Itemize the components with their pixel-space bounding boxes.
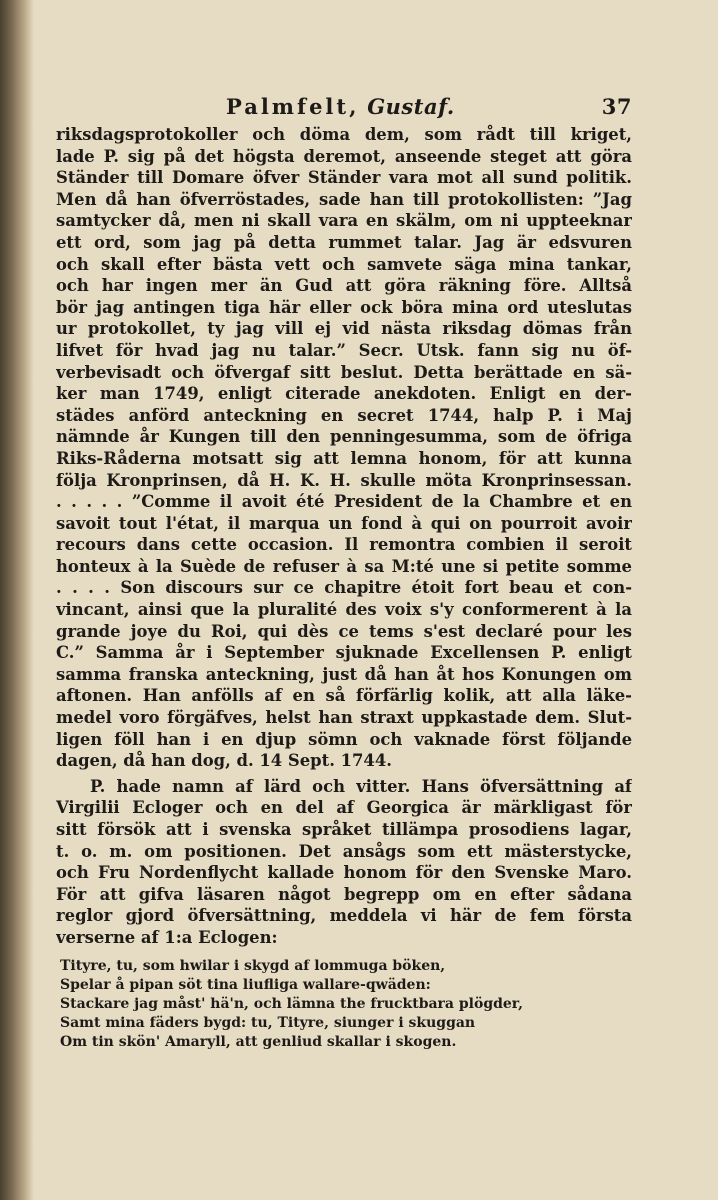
paragraph1-line: honteux à la Suède de refuser à sa M:té une si petite somme xyxy=(56,556,632,576)
paragraph1-line: ker man 1749, enligt citerade anekdoten. Enligt en der- xyxy=(56,384,632,404)
page-number: 37 xyxy=(601,94,632,119)
verse-line: Stackare jag måst' hä'n, och lämna the frucktbara plögder, xyxy=(60,995,524,1012)
book-page xyxy=(56,84,632,1052)
verse-line: Spelar å pipan söt tina liufliga wallare-qwäden: xyxy=(60,976,431,993)
paragraph1-line: följa Kronprinsen, då H. K. H. skulle möta Kronprinsessan. xyxy=(56,470,632,490)
paragraph2-line: t. o. m. om positionen. Det ansågs som ett mästerstycke, xyxy=(56,841,632,861)
paragraph1-line: samma franska anteckning, just då han åt hos Konungen om xyxy=(56,664,632,684)
paragraph1-line: lifvet för hvad jag nu talar.” Secr. Utsk. fann sig nu öf- xyxy=(56,340,632,360)
verse-line: Tityre, tu, som hwilar i skygd af lommuga böken, xyxy=(60,957,446,974)
paragraph1-line: . . . . Son discours sur ce chapitre étoit fort beau et con- xyxy=(56,578,632,598)
running-head-surname: Palmfelt, xyxy=(226,94,360,119)
paragraph1-line: ett ord, som jag på detta rummet talar. Jag är edsvuren xyxy=(56,232,632,252)
verse-line: Om tin skön' Amaryll, att genliud skallar i skogen. xyxy=(60,1033,457,1050)
paragraph1-line: grande joye du Roi, qui dès ce tems s'est declaré pour les xyxy=(56,621,632,641)
paragraph2-line: sitt försök att i svenska språket tillämpa prosodiens lagar, xyxy=(56,820,632,839)
paragraph2-line: verserne af 1:a Eclogen: xyxy=(56,927,278,947)
paragraph1-line: verbevisadt och öfvergaf sitt beslut. Detta berättade en sä- xyxy=(56,362,632,382)
book-binding-shadow xyxy=(0,0,34,1200)
paragraph1-line: Ständer till Domare öfver Ständer vara mot all sund politik. xyxy=(56,168,632,188)
paragraph1-line: riksdagsprotokoller och döma dem, som rådt till kriget, xyxy=(56,125,632,144)
page-header xyxy=(56,84,632,124)
paragraph1-line: nämnde år Kungen till den penningesumma, som de öfriga xyxy=(56,427,632,447)
running-head xyxy=(226,94,455,119)
paragraph1-line: savoit tout l'état, il marqua un fond à qui on pourroit avoir xyxy=(56,513,632,533)
paragraph2-line: För att gifva läsaren något begrepp om en efter sådana xyxy=(56,884,632,904)
paragraph1-line: C.” Samma år i September sjuknade Excellensen P. enligt xyxy=(56,643,632,663)
paragraph1-line: aftonen. Han anfölls af en så förfärlig kolik, att alla läke- xyxy=(56,686,632,706)
paragraph1-line: och skall efter bästa vett och samvete säga mina tankar, xyxy=(56,254,632,274)
paragraph2-line: Virgilii Ecloger och en del af Georgica är märkligast för xyxy=(56,798,632,818)
paragraph-2 xyxy=(56,776,632,949)
paragraph2-line: P. hade namn af lärd och vitter. Hans öfversättning af xyxy=(90,776,632,796)
paragraph1-line: bör jag antingen tiga här eller ock böra mina ord uteslutas xyxy=(56,297,632,317)
paragraph1-line: recours dans cette occasion. Il remontra combien il seroit xyxy=(56,535,632,555)
paragraph1-line: vincant, ainsi que la pluralité des voix s'y conformerent à la xyxy=(56,600,632,620)
paragraph2-line: och Fru Nordenflycht kallade honom för den Svenske Maro. xyxy=(56,863,632,883)
paragraph2-line: reglor gjord öfversättning, meddela vi här de fem första xyxy=(56,906,632,926)
running-head-given-name: Gustaf. xyxy=(367,94,455,119)
paragraph1-line: dagen, då han dog, d. 14 Sept. 1744. xyxy=(56,751,392,771)
paragraph1-line: Riks-Råderna motsatt sig att lemna honom, för att kunna xyxy=(56,448,632,468)
paragraph1-line: ur protokollet, ty jag vill ej vid nästa riksdag dömas från xyxy=(56,319,632,339)
paragraph-1 xyxy=(56,124,632,772)
verse-line: Samt mina fäders bygd: tu, Tityre, siunger i skuggan xyxy=(60,1014,476,1031)
paragraph1-line: . . . . . ”Comme il avoit été President de la Chambre et en xyxy=(56,492,632,512)
paragraph1-line: och har ingen mer än Gud att göra räkning före. Alltså xyxy=(56,276,632,296)
paragraph1-line: samtycker då, men ni skall vara en skälm, om ni uppteeknar xyxy=(56,211,632,231)
paragraph1-line: lade P. sig på det högsta deremot, anseende steget att göra xyxy=(56,146,632,166)
paragraph1-line: städes anförd anteckning en secret 1744, halp P. i Maj xyxy=(56,405,632,425)
verse-quotation xyxy=(60,957,632,1052)
paragraph1-line: ligen föll han i en djup sömn och vaknade först följande xyxy=(56,729,632,749)
paragraph1-line: Men då han öfverröstades, sade han till protokollisten: ”Jag xyxy=(56,189,632,209)
paragraph1-line: medel voro förgäfves, helst han straxt uppkastade dem. Slut- xyxy=(56,708,632,728)
